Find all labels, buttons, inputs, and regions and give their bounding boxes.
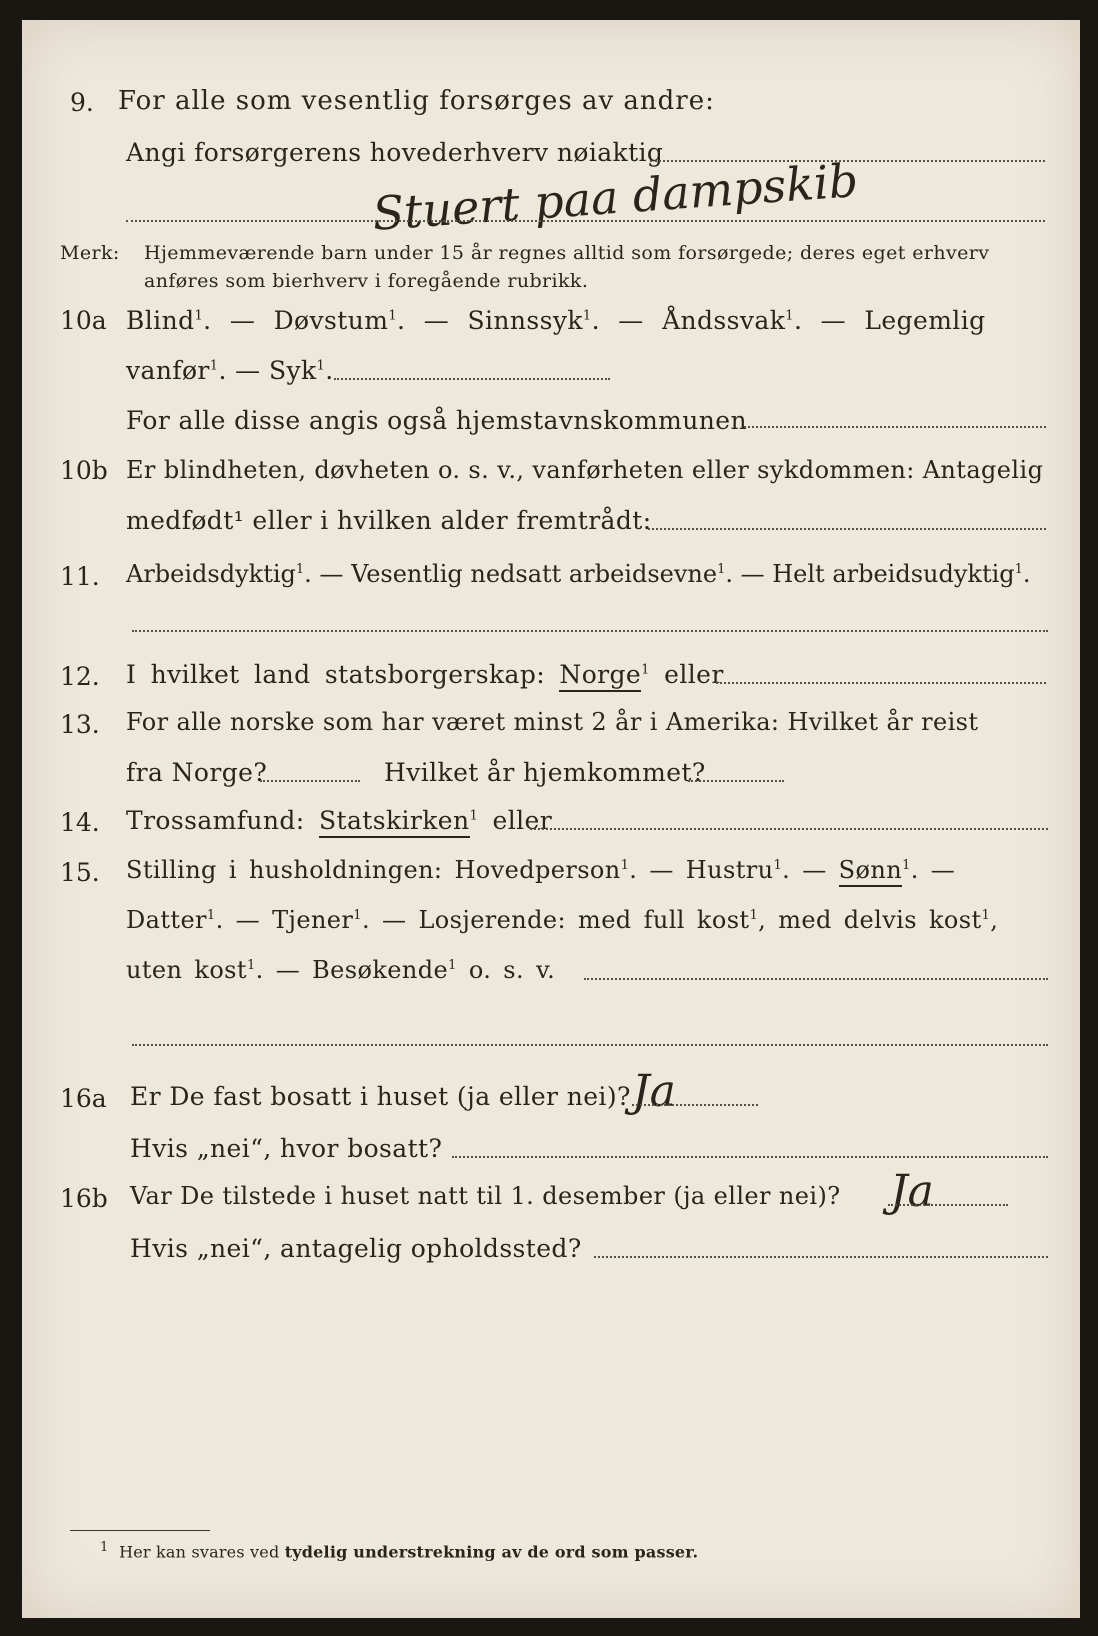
footnote-mark: 1 [749, 908, 759, 923]
footnote-mark: 1 [353, 908, 362, 923]
opt-dovstum[interactable]: Døvstum [273, 306, 389, 335]
footnote-mark: 1 [388, 308, 397, 324]
opt-statskirken-underlined[interactable]: Statskirken [319, 806, 470, 838]
opt-sonn-underlined[interactable]: Sønn [839, 856, 902, 887]
q13-hjem-dots [688, 780, 784, 782]
footnote-mark: 1 [902, 858, 911, 873]
footnote-mark: 1 [209, 358, 219, 374]
q9-title: For alle som vesentlig forsørges av andre: [118, 86, 715, 116]
opt-delvis-kost[interactable]: med delvis kost [778, 906, 982, 934]
q15-osv: o. s. v. [468, 956, 556, 984]
q12-number: 12. [60, 662, 100, 691]
opt-datter[interactable]: Datter [126, 906, 207, 934]
q10a-hjemstavn: For alle disse angis også hjemstavnskommunen [126, 406, 747, 435]
dash: — [618, 306, 644, 335]
q9-number: 9. [70, 88, 94, 117]
q16a-number: 16a [60, 1084, 107, 1113]
footnote-mark: 1 [295, 562, 305, 577]
footnote-mark: 1 [246, 958, 256, 973]
q13-fra-dots [260, 780, 360, 782]
q10b-dots [648, 528, 1046, 530]
q12-dots [716, 682, 1046, 684]
dash: — [319, 560, 344, 588]
footnote-mark: 1 [316, 358, 326, 374]
q14-prompt: Trossamfund: [126, 806, 305, 835]
q12-prompt: I hvilket land statsborgerskap: [126, 660, 546, 689]
dash: — [423, 306, 450, 335]
q14-number: 14. [60, 808, 100, 837]
footnote-lead: Her kan svares ved [119, 1542, 280, 1562]
opt-andssvak[interactable]: Åndssvak [662, 306, 786, 335]
q10a-line-2: vanfør$^1$. — Syk$^1$. [126, 356, 334, 385]
dash: — [229, 306, 256, 335]
opt-norge-underlined[interactable]: Norge [559, 660, 641, 692]
q16a-hvis-dots [452, 1156, 1048, 1158]
dash: — [275, 956, 301, 984]
q16a-handwritten-answer: Ja [632, 1066, 676, 1117]
opt-besokende[interactable]: Besøkende [312, 956, 449, 984]
q10b-number: 10b [60, 456, 108, 485]
opt-full-kost[interactable]: med full kost [578, 906, 750, 934]
opt-blind[interactable]: Blind [126, 306, 195, 335]
q15-line-1: Stilling i husholdningen: Hovedperson$^1$. — Hustru$^1$. — Sønn$^1$. — [126, 856, 955, 884]
q16a-hvis: Hvis „nei“, hvor bosatt? [130, 1134, 443, 1163]
q10a-syk-dots [334, 378, 610, 380]
footnote-number: 1 [100, 1540, 109, 1555]
q15-line-3: uten kost$^1$. — Besøkende$^1$ o. s. v. [126, 956, 556, 984]
q13-hjemkommet: Hvilket år hjemkommet? [384, 758, 706, 787]
opt-tjener[interactable]: Tjener [272, 906, 354, 934]
q13-number: 13. [60, 710, 100, 739]
opt-vanfor[interactable]: vanfør [126, 356, 210, 385]
opt-nedsatt[interactable]: Vesentlig nedsatt arbeidsevne [351, 560, 718, 588]
q10a-number: 10a [60, 306, 107, 335]
q9-handwritten-answer: Stuert paa dampskib [370, 153, 860, 241]
q13-line-1: For alle norske som har været minst 2 år i Amerika: Hvilket år reist [126, 708, 979, 736]
footnote-mark: 1 [469, 808, 479, 824]
opt-hustru[interactable]: Hustru [685, 856, 774, 884]
form-page [22, 20, 1080, 1618]
dash: — [802, 856, 827, 884]
footnote-mark: 1 [1014, 562, 1023, 577]
q11-number: 11. [60, 562, 100, 591]
q16a-dots [632, 1104, 758, 1106]
footnote-bold: tydelig understrekning av de ord som passer. [284, 1542, 699, 1562]
opt-sinnssyk[interactable]: Sinnssyk [467, 306, 583, 335]
q15-line-2: Datter$^1$. — Tjener$^1$. — Losjerende: med full kost$^1$, med delvis kost$^1$, [126, 906, 999, 934]
dash: — [235, 906, 261, 934]
dash: — [740, 560, 765, 588]
dash: — [820, 306, 847, 335]
merk-line-1: Hjemmeværende barn under 15 år regnes alltid som forsørgede; deres eget erhverv [144, 242, 990, 264]
opt-syk[interactable]: Syk [268, 356, 317, 385]
q16a-prompt: Er De fast bosatt i huset (ja eller nei)? [130, 1082, 631, 1111]
footnote-mark: 1 [981, 908, 991, 923]
footnote-mark: 1 [206, 908, 216, 923]
merk-line-2: anføres som bierhverv i foregående rubrikk. [144, 270, 589, 292]
q10a-line-1: Blind$^1$. — Døvstum$^1$. — Sinnssyk$^1$. — Åndssvak$^1$. — Legemlig [126, 306, 986, 335]
q10a-hjemstavn-dots [744, 426, 1046, 428]
q15-prompt: Stilling i husholdningen: [126, 856, 443, 884]
q9-answer-dots [126, 220, 1045, 222]
dash: — [649, 856, 674, 884]
footnote-mark: 1 [717, 562, 726, 577]
q12-eller: eller [664, 660, 724, 689]
q15-line-3-dots [584, 978, 1048, 980]
q16b-handwritten-answer: Ja [890, 1166, 934, 1217]
footnote [100, 1540, 698, 1561]
q11-dots [132, 630, 1048, 632]
dash: — [235, 356, 261, 385]
q15-blank-dots [132, 1044, 1048, 1046]
dash: — [382, 906, 407, 934]
dash: — [930, 856, 956, 884]
q14-line [126, 806, 552, 835]
footnote-mark: 1 [620, 858, 630, 873]
footnote-rule [70, 1530, 210, 1531]
footnote-mark: 1 [448, 958, 457, 973]
footnote-mark: 1 [785, 308, 794, 324]
q13-fra-norge: fra Norge? [126, 758, 268, 787]
q9-prompt: Angi forsørgerens hovederhverv nøiaktig [126, 138, 664, 167]
opt-legemlig[interactable]: Legemlig [864, 306, 986, 335]
q16b-prompt: Var De tilstede i huset natt til 1. desember (ja eller nei)? [130, 1182, 841, 1210]
footnote-mark: 1 [194, 308, 204, 324]
q16b-number: 16b [60, 1184, 108, 1213]
q10b-line-2: medfødt¹ eller i hvilken alder fremtrådt: [126, 506, 652, 535]
opt-hovedperson[interactable]: Hovedperson [454, 856, 621, 884]
opt-uten-kost[interactable]: uten kost [126, 956, 247, 984]
footnote-mark: 1 [641, 662, 650, 678]
q14-dots [530, 828, 1048, 830]
q11-line: Arbeidsdyktig$^1$. — Vesentlig nedsatt arbeidsevne$^1$. — Helt arbeidsudyktig$^1$. [126, 560, 1031, 588]
q16b-hvis-dots [594, 1256, 1048, 1258]
footnote-mark: 1 [582, 308, 592, 324]
q12-line [126, 660, 724, 689]
q14-eller: eller [492, 806, 553, 835]
q16b-dots [888, 1204, 1008, 1206]
q16b-hvis: Hvis „nei“, antagelig opholdssted? [130, 1234, 582, 1263]
merk-label: Merk: [60, 242, 120, 264]
q15-losjerende: Losjerende: [418, 906, 566, 934]
q15-number: 15. [60, 858, 100, 887]
footnote-mark: 1 [773, 858, 783, 873]
opt-udyktig[interactable]: Helt arbeidsudyktig [772, 560, 1015, 588]
opt-arbeidsdyktig[interactable]: Arbeidsdyktig [126, 560, 296, 588]
q10b-line-1: Er blindheten, døvheten o. s. v., vanførheten eller sykdommen: Antagelig [126, 456, 1044, 484]
